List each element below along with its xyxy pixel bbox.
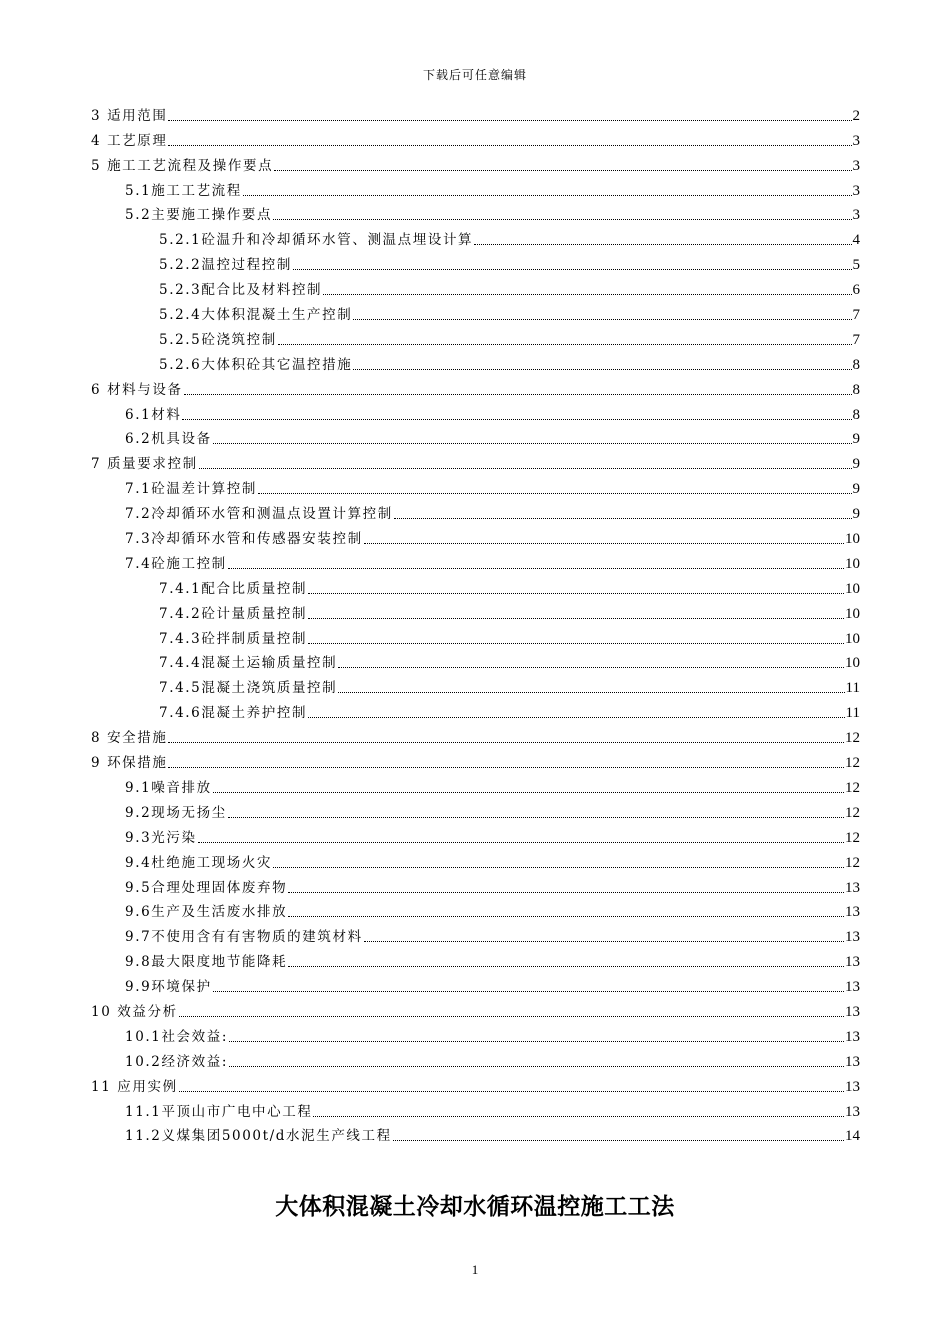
toc-entry[interactable]	[91, 100, 860, 125]
toc-dot-leader	[213, 792, 844, 793]
toc-entry-label: 9.1噪音排放	[125, 779, 212, 796]
toc-dot-leader	[168, 145, 851, 146]
toc-dot-leader	[308, 717, 844, 718]
toc-entry-label: 5 施工工艺流程及操作要点	[91, 157, 274, 174]
toc-entry[interactable]	[91, 374, 860, 399]
toc-entry[interactable]	[91, 946, 860, 971]
toc-entry[interactable]	[91, 672, 860, 697]
toc-entry[interactable]	[91, 274, 860, 299]
toc-dot-leader	[213, 991, 844, 992]
toc-dot-leader	[278, 344, 852, 345]
toc-entry-label: 9.2现场无扬尘	[125, 804, 227, 821]
toc-entry-label: 8 安全措施	[91, 730, 168, 747]
toc-entry[interactable]	[91, 747, 860, 772]
toc-entry-label: 10.1社会效益:	[125, 1028, 229, 1045]
toc-entry-page: 8	[852, 381, 860, 398]
toc-entry-page: 13	[845, 929, 860, 946]
toc-entry-label: 11.2义煤集团5000t/d水泥生产线工程	[125, 1128, 392, 1145]
toc-dot-leader	[338, 692, 844, 693]
toc-entry[interactable]	[91, 299, 860, 324]
toc-dot-leader	[182, 419, 851, 420]
toc-entry-page: 4	[852, 232, 860, 249]
toc-entry-page: 13	[845, 904, 860, 921]
toc-entry-page: 10	[845, 630, 860, 647]
toc-dot-leader	[168, 120, 851, 121]
toc-entry-label: 5.2.1砼温升和冷却循环水管、测温点埋设计算	[159, 232, 474, 249]
toc-entry-page: 11	[845, 680, 860, 697]
toc-entry[interactable]	[91, 971, 860, 996]
toc-entry-page: 3	[852, 182, 860, 199]
toc-entry-label: 7.3冷却循环水管和传感器安装控制	[125, 531, 363, 548]
toc-entry-label: 7.4.6混凝土养护控制	[159, 705, 308, 722]
toc-entry[interactable]	[91, 548, 860, 573]
toc-entry[interactable]	[91, 797, 860, 822]
toc-entry[interactable]	[91, 349, 860, 374]
toc-entry-page: 8	[852, 406, 860, 423]
toc-entry[interactable]	[91, 1046, 860, 1071]
page-number: 1	[471, 1262, 479, 1277]
toc-dot-leader	[288, 892, 844, 893]
toc-dot-leader	[308, 643, 844, 644]
toc-dot-leader	[394, 518, 852, 519]
toc-entry-page: 13	[845, 1103, 860, 1120]
toc-entry-page: 13	[845, 954, 860, 971]
toc-entry[interactable]	[91, 125, 860, 150]
toc-entry[interactable]	[91, 847, 860, 872]
toc-entry[interactable]	[91, 598, 860, 623]
table-of-contents	[91, 100, 860, 1145]
toc-entry[interactable]	[91, 623, 860, 648]
toc-entry[interactable]	[91, 697, 860, 722]
toc-entry-label: 9 环保措施	[91, 755, 168, 772]
toc-dot-leader	[308, 593, 844, 594]
toc-entry-page: 10	[845, 580, 860, 597]
toc-entry-page: 10	[845, 655, 860, 672]
toc-entry-label: 5.2.4大体积混凝土生产控制	[159, 307, 353, 324]
document-title: 大体积混凝土冷却水循环温控施工工法	[275, 1194, 675, 1220]
toc-entry-page: 13	[845, 1078, 860, 1095]
toc-entry[interactable]	[91, 523, 860, 548]
toc-dot-leader	[338, 667, 844, 668]
toc-entry-label: 7.4.1配合比质量控制	[159, 580, 308, 597]
toc-entry[interactable]	[91, 772, 860, 797]
toc-entry[interactable]	[91, 175, 860, 200]
toc-entry-page: 3	[852, 157, 860, 174]
toc-entry-label: 7.2冷却循环水管和测温点设置计算控制	[125, 506, 393, 523]
toc-entry-label: 9.7不使用含有有害物质的建筑材料	[125, 929, 363, 946]
toc-entry-page: 12	[845, 755, 860, 772]
toc-entry-page: 10	[845, 605, 860, 622]
toc-entry[interactable]	[91, 1121, 860, 1146]
toc-entry-page: 9	[852, 431, 860, 448]
toc-entry[interactable]	[91, 1071, 860, 1096]
toc-entry-page: 2	[852, 107, 860, 124]
toc-entry-label: 9.8最大限度地节能降耗	[125, 954, 288, 971]
toc-entry[interactable]	[91, 573, 860, 598]
toc-entry[interactable]	[91, 324, 860, 349]
toc-entry[interactable]	[91, 399, 860, 424]
toc-entry-label: 5.2.2温控过程控制	[159, 257, 292, 274]
toc-dot-leader	[474, 244, 851, 245]
toc-entry-label: 7.4.4混凝土运输质量控制	[159, 655, 338, 672]
toc-dot-leader	[198, 842, 844, 843]
toc-entry-label: 5.2.6大体积砼其它温控措施	[159, 356, 353, 373]
toc-entry[interactable]	[91, 822, 860, 847]
toc-dot-leader	[258, 493, 852, 494]
toc-entry-label: 9.4杜绝施工现场火灾	[125, 854, 273, 871]
toc-entry-label: 7.1砼温差计算控制	[125, 481, 257, 498]
toc-entry-page: 13	[845, 979, 860, 996]
toc-entry-page: 12	[845, 854, 860, 871]
toc-entry-page: 10	[845, 555, 860, 572]
toc-entry-page: 14	[845, 1128, 860, 1145]
toc-entry-label: 9.5合理处理固体废弃物	[125, 879, 288, 896]
toc-entry-label: 7.4.2砼计量质量控制	[159, 605, 308, 622]
toc-entry-page: 3	[852, 132, 860, 149]
toc-dot-leader	[288, 966, 844, 967]
toc-entry[interactable]	[91, 224, 860, 249]
toc-entry-label: 10 效益分析	[91, 1003, 178, 1020]
toc-entry-page: 12	[845, 804, 860, 821]
page-header: 下载后可任意编辑	[422, 68, 527, 82]
toc-dot-leader	[364, 941, 844, 942]
toc-dot-leader	[353, 319, 851, 320]
toc-dot-leader	[393, 1140, 844, 1141]
toc-entry-label: 6 材料与设备	[91, 381, 183, 398]
toc-dot-leader	[288, 916, 844, 917]
toc-dot-leader	[179, 1091, 844, 1092]
toc-dot-leader	[293, 269, 852, 270]
toc-entry[interactable]	[91, 200, 860, 225]
toc-entry-label: 5.1施工工艺流程	[125, 182, 242, 199]
toc-entry[interactable]	[91, 150, 860, 175]
toc-dot-leader	[229, 1041, 844, 1042]
toc-entry-label: 9.9环境保护	[125, 979, 212, 996]
toc-entry[interactable]	[91, 448, 860, 473]
toc-entry[interactable]	[91, 1021, 860, 1046]
toc-entry-label: 7.4.3砼拌制质量控制	[159, 630, 308, 647]
toc-dot-leader	[308, 618, 844, 619]
toc-entry-page: 13	[845, 879, 860, 896]
toc-dot-leader	[229, 1066, 844, 1067]
toc-entry-label: 9.6生产及生活废水排放	[125, 904, 288, 921]
toc-entry[interactable]	[91, 498, 860, 523]
toc-entry-label: 7.4砼施工控制	[125, 555, 227, 572]
toc-entry-label: 4 工艺原理	[91, 132, 168, 149]
toc-dot-leader	[168, 767, 844, 768]
toc-entry-page: 9	[852, 456, 860, 473]
toc-dot-leader	[364, 543, 844, 544]
toc-dot-leader	[273, 219, 851, 220]
toc-entry-page: 12	[845, 829, 860, 846]
toc-entry-label: 10.2经济效益:	[125, 1053, 229, 1070]
toc-entry-label: 5.2.5砼浇筑控制	[159, 331, 277, 348]
toc-dot-leader	[313, 1116, 844, 1117]
toc-entry-label: 6.1材料	[125, 406, 182, 423]
toc-dot-leader	[273, 867, 844, 868]
toc-dot-leader	[168, 742, 844, 743]
toc-entry-page: 6	[852, 282, 860, 299]
toc-entry-label: 11.1平顶山市广电中心工程	[125, 1103, 313, 1120]
toc-entry-label: 11 应用实例	[91, 1078, 178, 1095]
toc-entry[interactable]	[91, 473, 860, 498]
toc-entry-page: 13	[845, 1053, 860, 1070]
toc-dot-leader	[199, 468, 852, 469]
toc-dot-leader	[243, 195, 852, 196]
toc-entry-label: 5.2.3配合比及材料控制	[159, 282, 323, 299]
toc-entry-page: 9	[852, 506, 860, 523]
toc-entry-label: 9.3光污染	[125, 829, 197, 846]
toc-entry-page: 13	[845, 1028, 860, 1045]
toc-entry[interactable]	[91, 424, 860, 449]
toc-entry[interactable]	[91, 872, 860, 897]
toc-entry[interactable]	[91, 996, 860, 1021]
toc-entry-label: 7 质量要求控制	[91, 456, 198, 473]
toc-dot-leader	[228, 568, 844, 569]
toc-entry[interactable]	[91, 249, 860, 274]
toc-dot-leader	[323, 294, 851, 295]
toc-entry-page: 11	[845, 705, 860, 722]
toc-entry[interactable]	[91, 921, 860, 946]
toc-entry-page: 12	[845, 730, 860, 747]
toc-entry-page: 7	[852, 331, 860, 348]
toc-entry-label: 5.2主要施工操作要点	[125, 207, 273, 224]
toc-entry[interactable]	[91, 722, 860, 747]
toc-dot-leader	[184, 394, 852, 395]
toc-entry-page: 8	[852, 356, 860, 373]
toc-entry-page: 10	[845, 531, 860, 548]
toc-entry[interactable]	[91, 648, 860, 673]
toc-dot-leader	[353, 369, 851, 370]
toc-entry-page: 12	[845, 779, 860, 796]
toc-entry-label: 3 适用范围	[91, 107, 168, 124]
toc-dot-leader	[274, 170, 851, 171]
toc-entry-page: 3	[852, 207, 860, 224]
toc-entry-label: 6.2机具设备	[125, 431, 212, 448]
toc-dot-leader	[228, 817, 844, 818]
toc-dot-leader	[179, 1016, 844, 1017]
toc-entry[interactable]	[91, 1096, 860, 1121]
toc-entry-page: 13	[845, 1003, 860, 1020]
toc-entry-page: 9	[852, 481, 860, 498]
toc-entry-page: 5	[852, 257, 860, 274]
toc-dot-leader	[213, 443, 852, 444]
toc-entry-label: 7.4.5混凝土浇筑质量控制	[159, 680, 338, 697]
toc-entry-page: 7	[852, 307, 860, 324]
toc-entry[interactable]	[91, 897, 860, 922]
